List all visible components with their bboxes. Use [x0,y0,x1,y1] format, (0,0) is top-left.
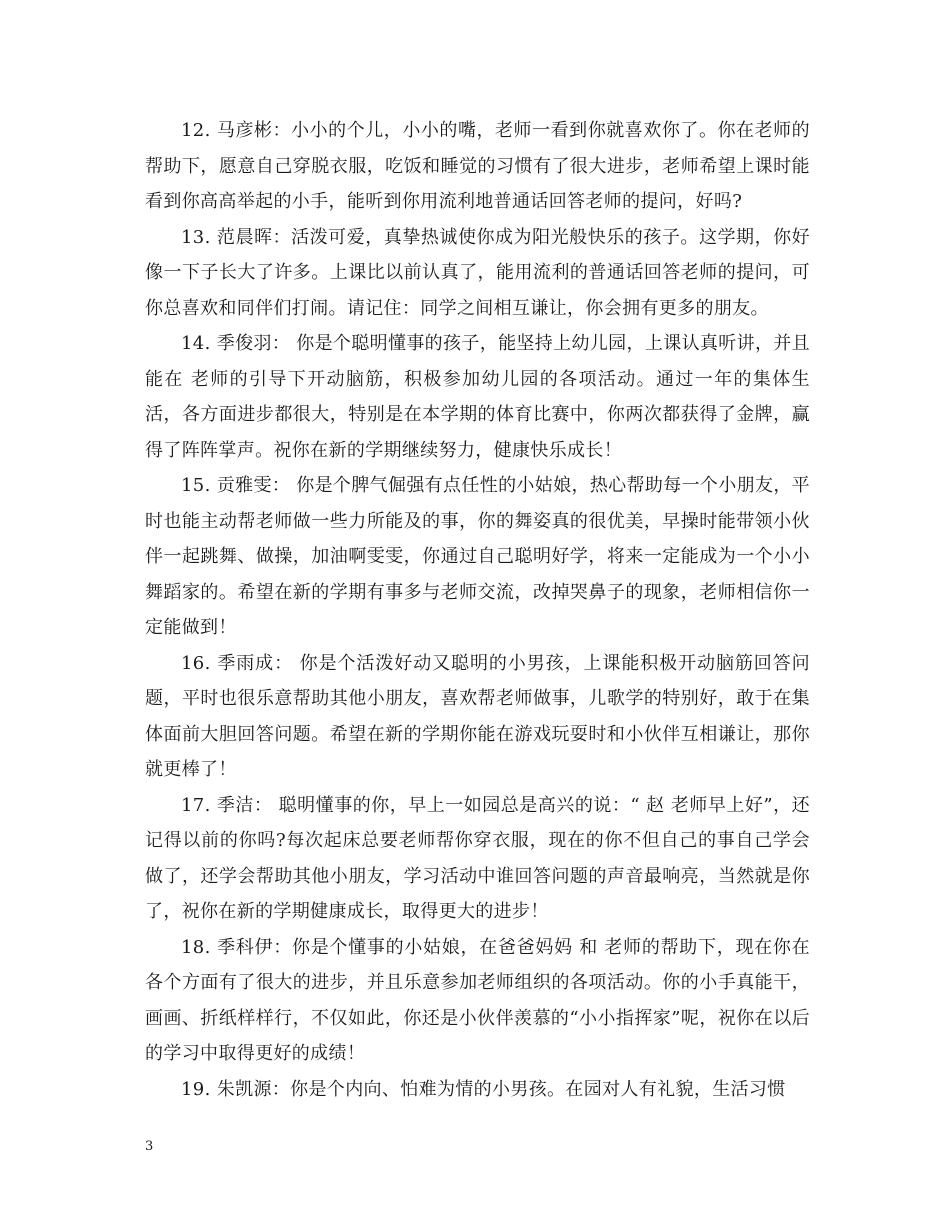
comment-paragraph-12: 12. 马彦彬：小小的个儿，小小的嘴，老师一看到你就喜欢你了。你在老师的帮助下，愿意自己穿脱衣服，吃饭和睡觉的习惯有了很大进步，老师希望上课时能看到你高高举起的小手，能听到你用流利地普通话回答老师的提问，好吗? [145,120,810,212]
comment-paragraph-14: 14. 季俊羽： 你是个聪明懂事的孩子，能坚持上幼儿园，上课认真听讲，并且 能在 老师的引导下开动脑筋，积极参加幼儿园的各项活动。通过一年的集体生活，各方面进步都很大，特别是在本学期的体育比赛中，你两次都获得了金牌，赢得了阵阵掌声。祝你在新的学期继续努力，健康快乐成长！ [145,333,811,461]
document-body [145,113,810,1107]
comment-paragraph-15: 15. 贡雅雯： 你是个脾气倔强有点任性的小姑娘，热心帮助每一个小朋友，平时也能主动帮老师做一些力所能及的事，你的舞姿真的很优美，早操时能带领小伙伴一起跳舞、做操，加油啊雯雯，你通过自己聪明好学，将来一定能成为一个小小舞蹈家的。希望在新的学期有事多与老师交流，改掉哭鼻子的现象，老师相信你一定能做到！ [145,475,811,638]
comment-paragraph-16: 16. 季雨成： 你是个活泼好动又聪明的小男孩，上课能积极开动脑筋回答问题，平时也很乐意帮助其他小朋友，喜欢帮老师做事，儿歌学的特别好，敢于在集体面前大胆回答问题。希望在新的学期你能在游戏玩耍时和小伙伴互相谦让，那你就更棒了！ [145,652,810,780]
comment-paragraph-19: 19. 朱凯源：你是个内向、怕难为情的小男孩。在园对人有礼貌，生活习惯 [181,1078,786,1100]
comment-paragraph-13: 13. 范晨晖：活泼可爱，真挚热诚使你成为阳光般快乐的孩子。这学期，你好像一下子长大了许多。上课比以前认真了，能用流利的普通话回答老师的提问，可你总喜欢和同伴们打闹。请记住：同学之间相互谦让，你会拥有更多的朋友。 [145,226,810,319]
comment-paragraph-17: 17. 季洁： 聪明懂事的你，早上一如园总是高兴的说：“ 赵 老师早上好”，还记得以前的你吗?每次起床总要老师帮你穿衣服，现在的你不但自己的事自己学会做了，还学会帮助其他小朋友，学习活动中谁回答问题的声音最响亮，当然就是你了，祝你在新的学期健康成长，取得更大的进步！ [145,794,810,922]
comment-paragraph-18: 18. 季科伊：你是个懂事的小姑娘，在爸爸妈妈 和 老师的帮助下，现在你在各个方面有了很大的进步，并且乐意参加老师组织的各项活动。你的小手真能干，画画、折纸样样行，不仅如此，你还是小伙伴羡慕的“小小指挥家”呢，祝你在以后的学习中取得更好的成绩！ [145,936,810,1064]
page-number: 3 [145,1139,154,1154]
